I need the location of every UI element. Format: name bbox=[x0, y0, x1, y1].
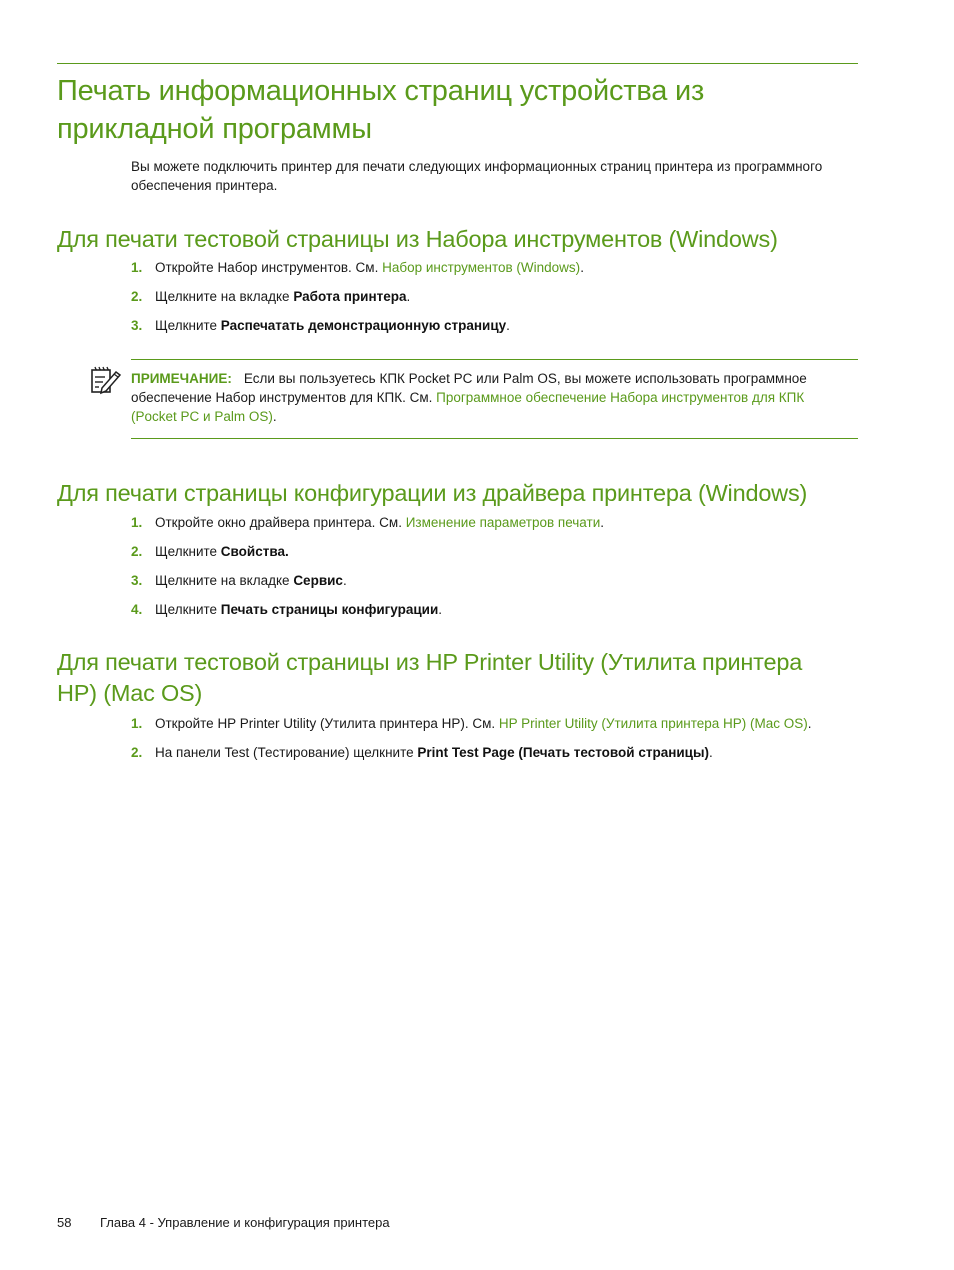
step-punct: . bbox=[580, 260, 584, 275]
note-block bbox=[131, 369, 851, 426]
step-punct: . bbox=[438, 602, 443, 617]
step-bold: Print Test Page (Печать тестовой страницы) bbox=[417, 745, 709, 760]
step-number: 3. bbox=[131, 318, 143, 333]
step-bold: Работа принтера bbox=[293, 289, 407, 304]
step-number: 4. bbox=[131, 602, 143, 617]
toolbox-link[interactable]: Набор инструментов (Windows) bbox=[382, 260, 581, 275]
step-bold: Печать страницы конфигурации bbox=[220, 602, 439, 617]
step-punct: . bbox=[600, 515, 605, 530]
step-text: Щелкните bbox=[155, 602, 221, 617]
pda-toolbox-link[interactable]: Программное обеспечение Набора инструментов для КПК (Pocket PC и Palm OS) bbox=[131, 390, 805, 424]
step-text: Щелкните bbox=[155, 318, 221, 333]
step-item bbox=[131, 571, 831, 590]
step-text: Щелкните bbox=[155, 544, 221, 559]
step-item bbox=[131, 287, 831, 306]
steps-driver bbox=[131, 513, 831, 629]
step-item bbox=[131, 542, 831, 561]
note-pencil-icon bbox=[89, 364, 123, 396]
step-item bbox=[131, 316, 831, 335]
step-text: Щелкните на вкладке bbox=[155, 289, 294, 304]
step-punct: . bbox=[807, 716, 812, 731]
step-number: 2. bbox=[131, 289, 143, 304]
section-heading-toolbox: Для печати тестовой страницы из Набора инструментов (Windows) bbox=[57, 226, 778, 252]
note-punct: . bbox=[272, 409, 277, 424]
step-item bbox=[131, 743, 831, 762]
steps-toolbox bbox=[131, 258, 831, 345]
step-item bbox=[131, 258, 831, 277]
top-rule bbox=[57, 63, 858, 64]
note-top-rule bbox=[131, 359, 858, 360]
step-punct: . bbox=[406, 289, 411, 304]
intro-paragraph: Вы можете подключить принтер для печати следующих информационных страниц принтера из программного обеспечения принтера. bbox=[131, 159, 823, 193]
note-bottom-rule bbox=[131, 438, 858, 439]
step-text: Откройте окно драйвера принтера. См. bbox=[155, 515, 406, 530]
note-text: Если вы пользуетесь КПК Pocket PC или Palm OS, вы можете использовать программное обеспечение Набор инструментов для КПК. См. bbox=[131, 371, 807, 405]
section-heading-mac: Для печати тестовой страницы из HP Printer Utility (Утилита принтера HP) (Mac OS) bbox=[57, 649, 803, 706]
step-punct: . bbox=[708, 745, 713, 760]
step-text: Откройте Набор инструментов. См. bbox=[155, 260, 383, 275]
print-settings-link[interactable]: Изменение параметров печати bbox=[405, 515, 601, 530]
note-label: ПРИМЕЧАНИЕ: bbox=[131, 371, 232, 386]
step-number: 3. bbox=[131, 573, 143, 588]
step-punct: . bbox=[342, 573, 347, 588]
steps-mac bbox=[131, 714, 831, 772]
step-bold: Сервис bbox=[293, 573, 343, 588]
chapter-title: Глава 4 - Управление и конфигурация принтера bbox=[100, 1215, 390, 1230]
step-text: Щелкните на вкладке bbox=[155, 573, 294, 588]
step-number: 1. bbox=[131, 515, 143, 530]
step-number: 1. bbox=[131, 260, 143, 275]
step-item bbox=[131, 513, 831, 532]
step-number: 2. bbox=[131, 745, 143, 760]
page-number: 58 bbox=[57, 1215, 72, 1230]
step-item bbox=[131, 714, 831, 733]
step-item bbox=[131, 600, 831, 619]
step-bold: Распечатать демонстрационную страницу bbox=[220, 318, 507, 333]
page-footer bbox=[57, 1214, 390, 1232]
step-text: Откройте HP Printer Utility (Утилита принтера HP). См. bbox=[155, 716, 499, 731]
step-text: На панели Test (Тестирование) щелкните bbox=[155, 745, 418, 760]
step-number: 2. bbox=[131, 544, 143, 559]
hp-printer-utility-link[interactable]: HP Printer Utility (Утилита принтера HP) (Mac OS) bbox=[498, 716, 808, 731]
step-punct: . bbox=[506, 318, 510, 333]
page-title: Печать информационных страниц устройства из прикладной программы bbox=[57, 75, 705, 145]
section-heading-driver: Для печати страницы конфигурации из драйвера принтера (Windows) bbox=[57, 480, 808, 506]
step-bold: Свойства. bbox=[220, 544, 289, 559]
step-number: 1. bbox=[131, 716, 143, 731]
